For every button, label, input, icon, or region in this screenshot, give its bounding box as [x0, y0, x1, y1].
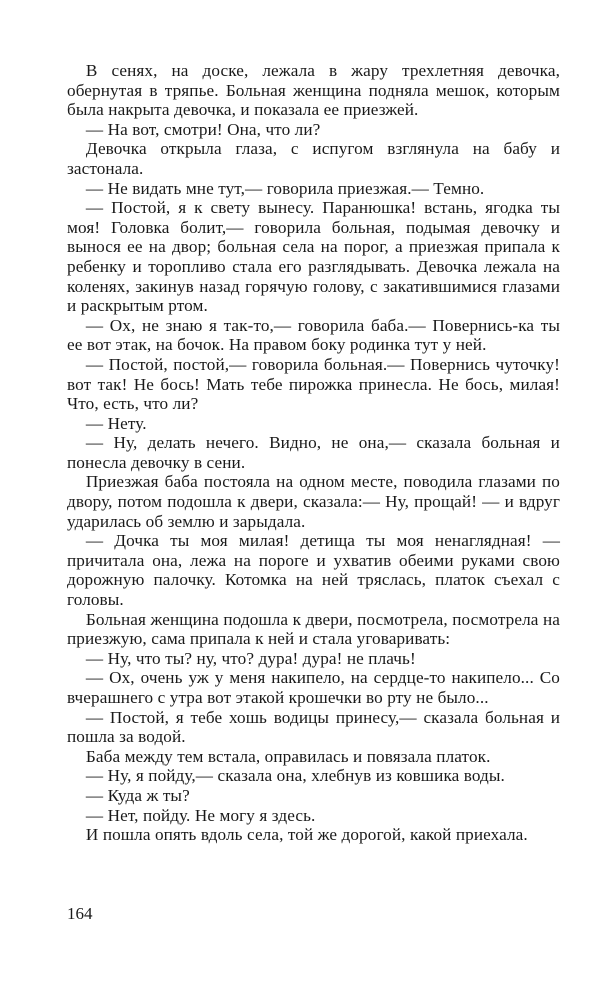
paragraph: — Ну, я пойду,— сказала она, хлебнув из ковшика воды.: [85, 766, 505, 786]
paragraph: — Постой, я тебе хошь водицы принесу,— сказала больная и пошла за водой.: [67, 707, 560, 747]
paragraph: — На вот, смотри! Она, что ли?: [85, 119, 321, 139]
paragraph: — Ну, что ты? ну, что? дура! дура! не плачь!: [85, 648, 416, 668]
paragraph: — Постой, постой,— говорила больная.— Повернись чуточку! вот так! Не бось! Мать тебе пирожка принесла. Не бось, милая! Что, есть, что ли?: [67, 354, 560, 414]
paragraph: Баба между тем встала, оправилась и повязала платок.: [85, 746, 491, 766]
paragraph: — Ну, делать нечего. Видно, не она,— сказала больная и понесла девочку в сени.: [67, 433, 560, 472]
paragraph: — Не видать мне тут,— говорила приезжая.— Темно.: [85, 178, 485, 198]
page-text: [67, 61, 560, 845]
paragraph: — Постой, я к свету вынесу. Паранюшка! встань, ягодка ты моя! Головка болит,— говорила больная, подымая девочку и вынося ее на двор; больная села на порог, а приезжая припала к ребенку и торопливо стала его разглядывать. Девочка лежала на коленях, закинув назад горячую голову, с закатившимися глазами и раскрытым ртом.: [67, 198, 560, 316]
paragraph: Девочка открыла глаза, с испугом взглянула на бабу и застонала.: [67, 139, 560, 178]
paragraph: — Нету.: [85, 413, 147, 433]
paragraph: И пошла опять вдоль села, той же дорогой, какой приехала.: [85, 825, 528, 845]
paragraph: — Дочка ты моя милая! детища ты моя ненаглядная! — причитала она, лежа на пороге и ухватив обеими руками свою дорожную палочку. Котомка на ней тряслась, платок съехал с головы.: [67, 531, 560, 610]
paragraph: — Нет, пойду. Не могу я здесь.: [85, 805, 316, 825]
page-number: 164: [67, 904, 93, 923]
paragraph: Приезжая баба постояла на одном месте, поводила глазами по двору, потом подошла к двери, сказала:— Ну, прощай! — и вдруг ударилась об землю и зарыдала.: [67, 472, 560, 531]
paragraph: — Ох, очень уж у меня накипело, на сердце-то накипело... Со вчерашнего с утра вот этакой крошечки во рту не было...: [67, 668, 560, 707]
paragraph: Больная женщина подошла к двери, посмотрела, посмотрела на приезжую, сама припала к ней и стала уговаривать:: [67, 609, 560, 649]
paragraph: В сенях, на доске, лежала в жару трехлетняя девочка, обернутая в тряпье. Больная женщина подняла мешок, которым была накрыта девочка, и показала ее приезжей.: [67, 61, 560, 120]
paragraph: — Куда ж ты?: [85, 785, 190, 805]
paragraph: — Ох, не знаю я так-то,— говорила баба.— Повернись-ка ты ее вот этак, на бочок. На правом боку родинка тут у ней.: [67, 315, 560, 355]
